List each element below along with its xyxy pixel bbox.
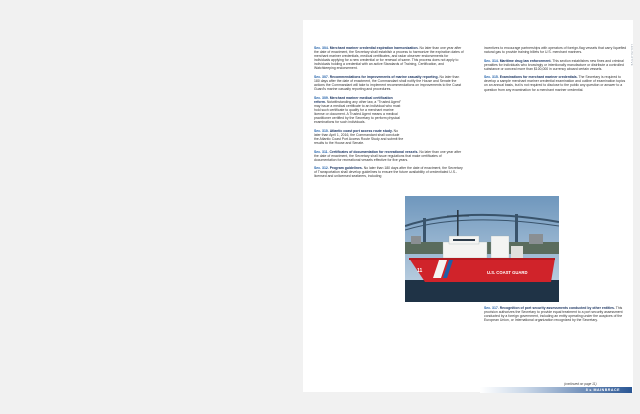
section-number: Sec. 309. [314, 95, 329, 100]
section-number: Sec. 314. [484, 58, 499, 63]
section-title: Recognition of port security assessments conducted by other entities. [499, 306, 615, 310]
section-307 [314, 75, 465, 91]
hull-number: 11 [417, 268, 423, 274]
section-number: Sec. 311. [314, 149, 329, 154]
section-body: No later than April 1, 2016, the Commandant shall conclude the Atlantic Coast Port Access Route Study and submit the results to the House and Senate. [314, 128, 404, 146]
section-number: Sec. 312. [314, 166, 329, 171]
right-column-lower [484, 306, 629, 327]
section-title: Examinations for merchant mariner credentials. [499, 75, 578, 80]
section-312 [314, 166, 465, 178]
section-body: Notwithstanding any other law, a "Trusted Agent" may issue a medical certificate to an individual who must hold such certificate to qualify for a merchant marine license or document. A Trusted Agent means a medical practitioner certified by the Secretary to perform physical examinations for such individuals. [314, 99, 401, 125]
section-number: Sec. 304. [314, 46, 329, 50]
section-title: Atlantic coast port access route study. [329, 128, 393, 133]
section-body: No later than 180 days after the date of enactment, the Commandant shall notify the House and Senate the actions the Commandant will take to implement recommendations on improvements to the Coast Guard's marine casualty reporting and procedures. [314, 74, 462, 92]
section-body: incentives to encourage partnerships with operators of foreign-flag vessels that carry liquefied natural gas to provide training billets for U.S. merchant mariners. [484, 46, 627, 55]
section-number: Sec. 317. [484, 306, 499, 310]
section-312-continued [484, 46, 629, 54]
section-314 [484, 59, 629, 71]
footer-separator: ▸ [589, 388, 593, 392]
footer-label [586, 387, 620, 393]
section-315 [484, 75, 629, 91]
section-number: Sec. 315. [484, 75, 499, 80]
hull-lettering: U.S. COAST GUARD [487, 270, 528, 275]
section-body: No later than one year after the date of enactment, the Secretary shall issue regulations that make certificates of documentation for recreational vessels effective for five years. [314, 149, 462, 162]
right-column [484, 46, 629, 96]
section-317 [484, 306, 629, 322]
section-title: Maritime drug law enforcement. [499, 58, 552, 63]
section-title: Program guidelines. [329, 166, 363, 171]
side-tab-label: LEGISLATIVE [630, 44, 634, 67]
page-number: 8 [585, 388, 589, 392]
section-body: The Secretary is required to develop a sample merchant mariner credential examination and outline of examination topics on an annual basis, but is not required to disclose to the public any question or answer to a question from any examination for a merchant mariner credential. [484, 75, 626, 92]
icebreaker-illustration [405, 196, 559, 302]
section-309 [314, 96, 404, 125]
magazine-name: MAINBRACE [593, 388, 620, 392]
left-column [314, 46, 465, 183]
page-footer [480, 387, 632, 393]
section-title: Merchant mariner credential expiration harmonization. [329, 46, 419, 50]
icebreaker-photo [405, 196, 559, 302]
section-title: Recommendations for improvements of marine casualty reporting. [329, 74, 439, 79]
section-body: This section establishes new fines and criminal penalties for individuals who knowingly or intentionally manufacture or distribute a controlled substance or conceal more than $100,000 in currency aboard certain vessels. [484, 58, 624, 71]
section-title: Certificates of documentation for recreational vessels. [329, 149, 419, 154]
section-body: No later than one year after the date of enactment, the Secretary shall establish a process to harmonize the expiration dates of merchant mariner credentials, medical certificates, and radar observer endorsements for individuals applying for a new credential or for renewal of same. This process does not apply to individuals holding a credential with an active Standards of Training, Certification, and Watchkeeping endorsement. [314, 46, 464, 71]
section-310 [314, 129, 404, 145]
section-number: Sec. 310. [314, 128, 329, 133]
section-number: Sec. 307. [314, 74, 329, 79]
section-304 [314, 46, 465, 71]
section-body: This provision authorizes the Secretary to provide equal treatment to a port security assessment conducted by a foreign government, including an entity operating under the auspices of the European Union, or International organization recognized by the Secretary. [484, 306, 623, 323]
section-311 [314, 150, 465, 162]
continued-note: (continued on page 11) [564, 382, 597, 386]
section-body: No later than 180 days after the date of enactment, the Secretary of Transportation shall develop guidelines to ensure the future availability of credentialed U.S.-licensed and unlicensed seafarers, including [314, 166, 463, 179]
section-title: Merchant mariner medical certification reform. [314, 95, 393, 104]
